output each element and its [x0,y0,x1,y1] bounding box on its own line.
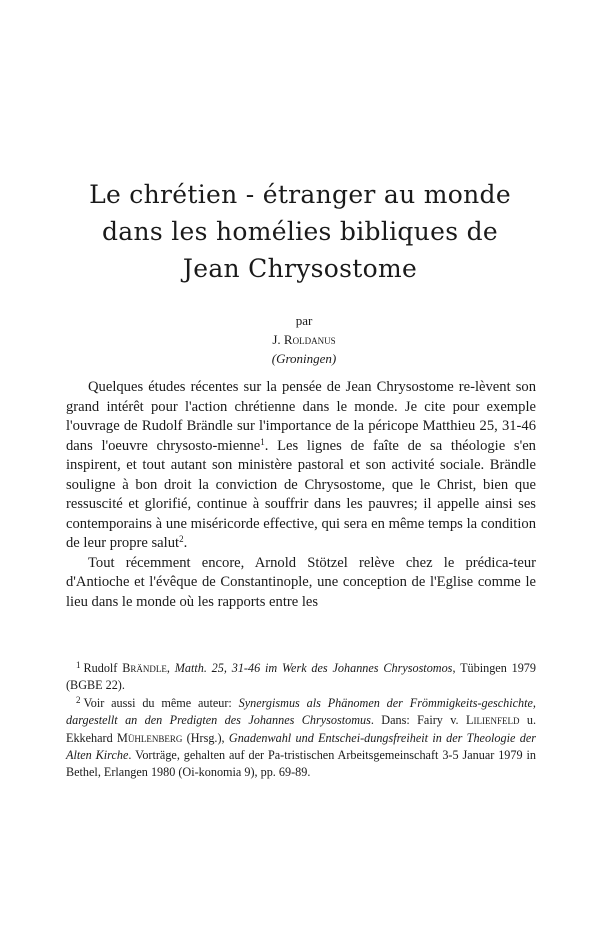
footnote-2-pub: . Vorträge, gehalten auf der Pa-tristischen Arbeitsgemeinschaft 3-5 Januar 1979 in Bethel, Erlangen 1980 (Oi-konomia 9), pp. 69-89. [66,748,536,780]
title-line-2: dans les homélies bibliques de [101,217,499,246]
footnote-ref-2: 2 [179,534,184,544]
footnote-2-editor-1: Lilienfeld [466,713,520,728]
footnote-ref-1: 1 [260,436,265,447]
footnote-2-text-c: u. Ekkehard [66,713,536,745]
byline-par: par [295,313,313,328]
footnote-2 [66,695,536,782]
paragraph-1-text-b: . Les lignes de faîte de sa théologie s'en inspirent, et tout autant son ministère pastoral et son activité sociale. Brändle souligne à bon droit la conviction de Chrysostome, que le Christ, bien que ressuscité et glorifié, continue à souffrir dans les pauvres; il appelle ainsi ses contemporains à une miséricorde effective, qui sera en même temps la condition de leur propre salut [66,437,536,551]
footnote-1-work-title: Matth. 25, 31-46 im Werk des Johannes Chrysostomos [174,661,453,675]
paragraph-2: Tout récemment encore, Arnold Stötzel relève chez le prédica-teur d'Antioche et l'évêque de Constantinople, une conception de l'Eglise comme le lieu dans le monde où les rapports entre les [66,554,536,610]
footnote-1-sep: , [166,661,175,675]
title-line-3: Jean Chrysostome [182,254,418,283]
footnote-1-text: Rudolf [83,661,123,675]
footnotes [66,660,536,782]
byline [0,311,600,368]
footnote-2-text: Voir aussi du même auteur: [83,695,239,710]
paragraph-1 [66,378,536,554]
footnote-1-author: Brändle [122,661,167,675]
author-affiliation: (Groningen) [271,351,337,366]
footnote-2-mark: 2 [76,694,81,705]
article-title [60,176,540,287]
title-line-1: Le chrétien - étranger au monde [89,180,511,209]
footnote-2-text-b: . Dans: Fairy v. [370,713,467,728]
footnote-1-mark: 1 [76,660,81,670]
footnote-1 [66,660,536,695]
body-text [66,378,536,612]
footnote-2-book-title: Gnadenwahl und Entschei-dungsfreiheit in der Theologie der Alten Kirche [66,730,536,763]
author-name: J. Roldanus [272,332,336,347]
paragraph-1-text-a: Quelques études récentes sur la pensée de Jean Chrysostome re-lèvent son grand intérêt pour l'action chrétienne dans le monde. Je cite pour exemple l'ouvrage de Rudolf Brändle sur l'importance de la péricope Matthieu 25, 31-46 dans l'oeuvre chrysosto-mienne [66,379,536,454]
footnote-1-pub: , Tübingen 1979 (BGBE 22). [66,661,536,693]
footnote-2-work-title: Synergismus als Phänomen der Frömmigkeits-geschichte, dargestellt an den Predigten des Johannes Chrysostomus [66,695,536,728]
footnote-2-editor-2: Mühlenberg [117,730,183,745]
footnote-2-text-d: (Hrsg.), [182,730,229,745]
paragraph-1-text-c: . [183,535,188,551]
